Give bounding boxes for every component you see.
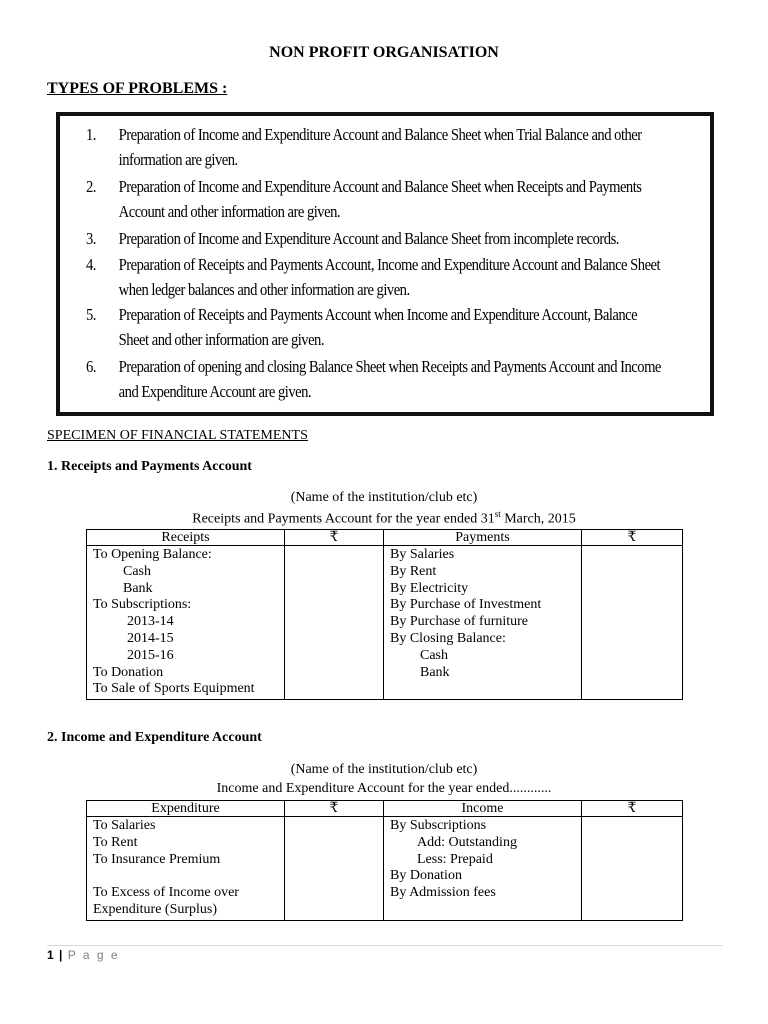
list-item: By Admission fees — [390, 885, 496, 901]
list-item: To Insurance Premium — [93, 851, 221, 867]
problem-line: Account and other information are given. — [118, 202, 341, 221]
expenditure-cell — [87, 817, 285, 921]
problem-line: Preparation of Receipts and Payments Account, Income and Expenditure Account and Balance Sheet — [118, 255, 661, 274]
problem-number: 4. — [86, 255, 96, 274]
receipts-payments-table — [86, 529, 683, 700]
caption-text: Receipts and Payments Account for the year ended 31 — [192, 511, 495, 527]
list-item: Expenditure (Surplus) — [93, 901, 218, 917]
section2-name-line: (Name of the institution/club etc) — [290, 762, 478, 777]
problem-number: 6. — [86, 357, 96, 376]
section1-caption — [0, 509, 768, 528]
problem-line: Preparation of Income and Expenditure Account and Balance Sheet when Trial Balance and other — [118, 125, 642, 144]
problem-line: information are given. — [118, 150, 238, 169]
list-item: Less: Prepaid — [417, 851, 493, 867]
problem-line: Preparation of Income and Expenditure Account and Balance Sheet when Receipts and Payments — [118, 177, 642, 196]
page-label: P a g e — [67, 948, 120, 962]
problem-number: 5. — [86, 305, 96, 324]
list-item: To Subscriptions: — [93, 597, 192, 613]
payments-cell — [384, 546, 582, 700]
problem-line: Preparation of opening and closing Balance Sheet when Receipts and Payments Account and Income — [118, 357, 661, 376]
caption-text-end: March, 2015 — [500, 511, 576, 527]
problem-number: 3. — [86, 229, 96, 248]
list-item: By Salaries — [390, 547, 455, 562]
expenditure-amount-cell — [285, 817, 384, 921]
rupee-column-header: ₹ — [285, 530, 384, 546]
problem-line: Sheet and other information are given. — [118, 330, 324, 349]
payments-amount-cell — [582, 546, 683, 700]
footer-separator: | — [59, 948, 63, 962]
column-header: Payments — [384, 530, 582, 546]
list-item: Cash — [123, 563, 151, 579]
list-item: To Rent — [93, 834, 138, 850]
caption-superscript: st — [494, 509, 501, 519]
problem-line: Preparation of Income and Expenditure Account and Balance Sheet from incomplete records. — [118, 229, 619, 248]
list-item: By Purchase of Investment — [390, 597, 542, 613]
income-expenditure-table — [86, 800, 683, 921]
rupee-column-header: ₹ — [285, 801, 384, 817]
section2-heading: 2. Income and Expenditure Account — [47, 730, 262, 745]
document-title: NON PROFIT ORGANISATION — [269, 44, 499, 61]
list-item: Cash — [420, 647, 448, 663]
list-item: Bank — [123, 580, 153, 596]
list-item: To Salaries — [93, 818, 156, 833]
list-item: 2015-16 — [127, 647, 174, 663]
income-amount-cell — [582, 817, 683, 921]
problem-line: and Expenditure Account are given. — [118, 382, 312, 401]
list-item — [93, 868, 278, 885]
rupee-column-header: ₹ — [582, 801, 683, 817]
list-item: By Electricity — [390, 580, 469, 596]
table-row — [87, 546, 683, 700]
column-header: Income — [384, 801, 582, 817]
problems-box — [56, 112, 714, 416]
table-header-row — [87, 801, 683, 817]
column-header: Receipts — [87, 530, 285, 546]
list-item: By Subscriptions — [390, 818, 487, 833]
receipts-cell — [87, 546, 285, 700]
problem-line: when ledger balances and other information are given. — [118, 280, 410, 299]
table-header-row — [87, 530, 683, 546]
list-item: Bank — [420, 664, 450, 680]
receipts-amount-cell — [285, 546, 384, 700]
problem-number: 1. — [86, 125, 96, 144]
list-item: Add: Outstanding — [417, 834, 517, 850]
list-item: 2014-15 — [127, 630, 174, 646]
list-item: By Rent — [390, 563, 437, 579]
list-item: By Donation — [390, 868, 462, 884]
rupee-column-header: ₹ — [582, 530, 683, 546]
page-number: 1 — [47, 948, 54, 962]
list-item: To Donation — [93, 664, 164, 680]
page-footer — [47, 948, 120, 962]
list-item: To Opening Balance: — [93, 547, 212, 562]
income-cell — [384, 817, 582, 921]
list-item: 2013-14 — [127, 614, 174, 630]
list-item: To Excess of Income over — [93, 885, 239, 901]
section1-name-line: (Name of the institution/club etc) — [290, 490, 478, 505]
footer-divider — [47, 945, 723, 946]
types-of-problems-heading: TYPES OF PROBLEMS : — [47, 80, 228, 97]
specimen-heading: SPECIMEN OF FINANCIAL STATEMENTS — [47, 428, 308, 443]
table-row — [87, 817, 683, 921]
section1-heading: 1. Receipts and Payments Account — [47, 459, 252, 474]
list-item: By Purchase of furniture — [390, 614, 529, 630]
column-header: Expenditure — [87, 801, 285, 817]
list-item: By Closing Balance: — [390, 630, 506, 646]
problem-line: Preparation of Receipts and Payments Account when Income and Expenditure Account, Balance — [118, 305, 638, 324]
list-item: To Sale of Sports Equipment — [93, 681, 255, 697]
section2-caption: Income and Expenditure Account for the year ended............ — [216, 781, 552, 796]
problem-number: 2. — [86, 177, 96, 196]
